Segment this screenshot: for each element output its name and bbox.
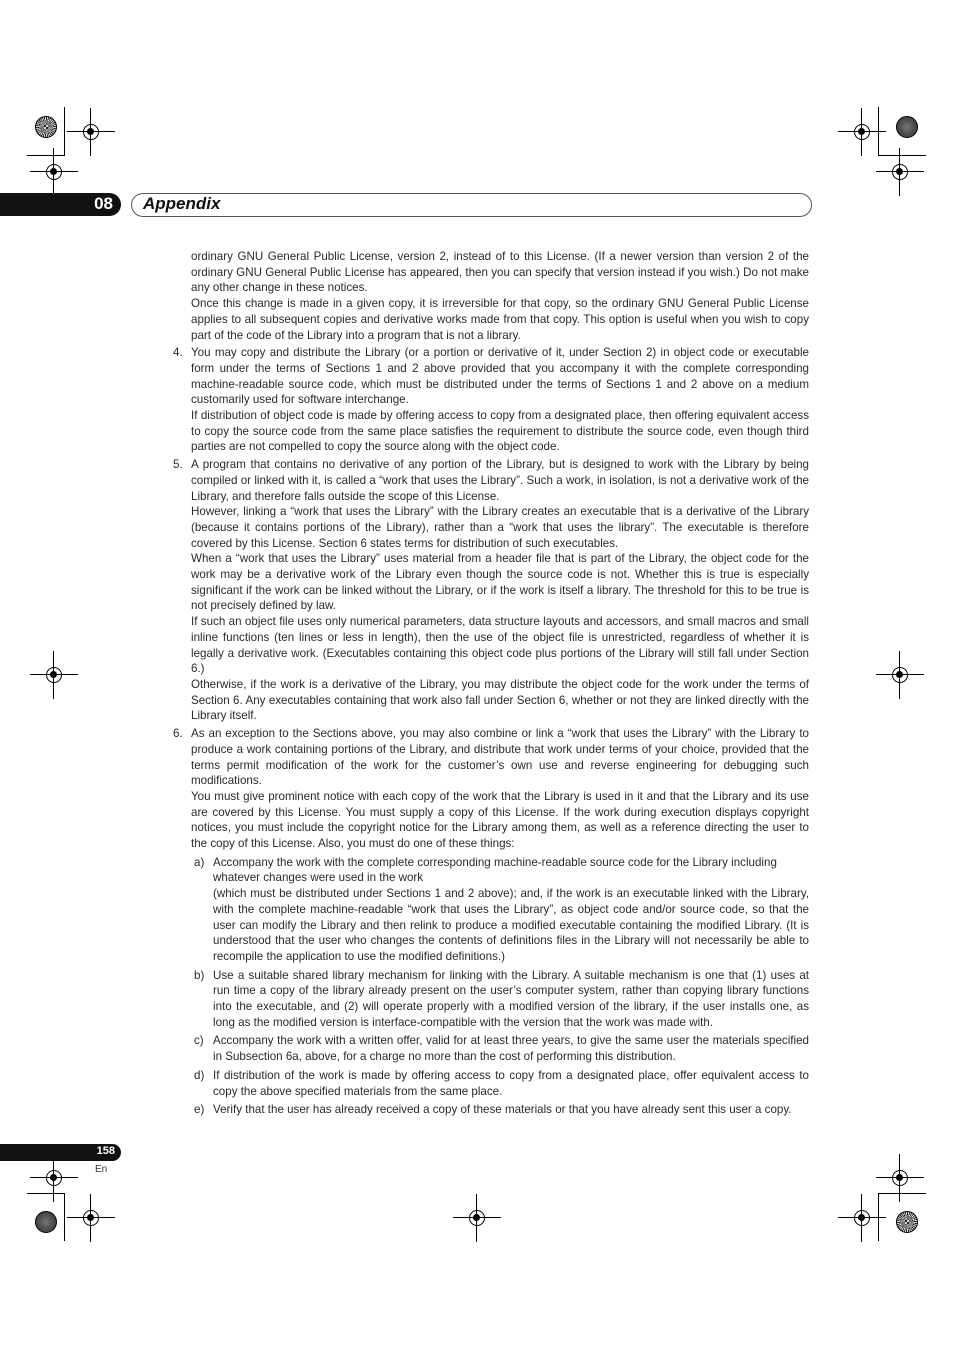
document-body bbox=[173, 249, 809, 1118]
chapter-badge bbox=[0, 193, 121, 216]
crop-mark bbox=[878, 1193, 926, 1194]
crosshair-registration-icon bbox=[888, 663, 912, 687]
paragraph: Otherwise, if the work is a derivative of the Library, you may distribute the object code for the work under the terms of Section 6. Any executables containing that work also fall under Section 6, whether or not they are linked directly with the Library itself. bbox=[191, 677, 809, 723]
sub-list-item bbox=[194, 1102, 809, 1118]
list-number: 4. bbox=[173, 346, 183, 360]
crop-mark bbox=[878, 155, 926, 156]
paragraph: Use a suitable shared library mechanism for linking with the Library. A suitable mechanism is one that (1) uses at run time a copy of the library already present on the user’s computer system, rather than copying library functions into the executable, and (2) will operate properly with a modified version of the library, if the user installs one, as long as the modified version is interface-compatible with the version that the work was made with. bbox=[213, 968, 809, 1029]
sub-list-letter: e) bbox=[194, 1103, 205, 1117]
crosshair-registration-icon bbox=[888, 1166, 912, 1190]
registration-disc-icon bbox=[896, 1211, 918, 1233]
crosshair-registration-icon bbox=[465, 1206, 489, 1230]
list-item bbox=[173, 726, 809, 1118]
crop-mark bbox=[27, 1193, 65, 1194]
chapter-number: 08 bbox=[94, 194, 113, 213]
list-number: 6. bbox=[173, 727, 183, 741]
crosshair-registration-icon bbox=[888, 160, 912, 184]
page-title: Appendix bbox=[143, 194, 221, 213]
paragraph: If such an object file uses only numerical parameters, data structure layouts and accessors, and small macros and small inline functions (ten lines or less in length), then the use of the object file is unrestricted, regardless of whether it is legally a derivative work. (Executables containing this object code plus portions of the Library will still fall under Section 6.) bbox=[191, 615, 809, 676]
registration-disc-icon bbox=[35, 116, 57, 138]
registration-disc-icon bbox=[896, 116, 918, 138]
paragraph: A program that contains no derivative of any portion of the Library, but is designed to work with the Library by being compiled or linked with it, is called a “work that uses the Library”. Such a work, in isolation, is not a derivative work of the Library, and therefore falls outside the scope of this License. bbox=[191, 458, 809, 503]
crosshair-registration-icon bbox=[850, 1206, 874, 1230]
paragraph: However, linking a “work that uses the Library” with the Library creates an executable that is a derivative of the Library (because it contains portions of the Library), rather than a “work that uses the library”. The executable is therefore covered by this License. Section 6 states terms for distribution of such executables. bbox=[191, 505, 809, 550]
sub-list-item bbox=[194, 1033, 809, 1064]
crosshair-registration-icon bbox=[42, 663, 66, 687]
sub-list-letter: d) bbox=[194, 1068, 205, 1082]
paragraph: You may copy and distribute the Library (or a portion or derivative of it, under Section 2) in object code or executable form under the terms of Sections 1 and 2 above provided that you accompany it with the complete corresponding machine-readable source code, which must be distributed under the terms of Sections 1 and 2 above on a medium customarily used for software interchange. bbox=[191, 346, 809, 407]
sub-list-item bbox=[194, 855, 809, 965]
crop-mark bbox=[64, 107, 65, 155]
paragraph: Accompany the work with the complete corresponding machine-readable source code for the Library including whatever changes were used in the work bbox=[213, 855, 777, 885]
sub-list-letter: a) bbox=[194, 855, 205, 869]
paragraph: You must give prominent notice with each copy of the work that the Library is used in it and that the Library and its use are covered by this License. You must supply a copy of this License. If the work during execution displays copyright notices, you must include the copyright notice for the Library among them, as well as a reference directing the user to the copy of this License. Also, you must do one of these things: bbox=[191, 789, 809, 851]
sub-list-letter: c) bbox=[194, 1034, 204, 1048]
crosshair-registration-icon bbox=[79, 120, 103, 144]
paragraph: Verify that the user has already received a copy of these materials or that you have already sent this user a copy. bbox=[213, 1103, 792, 1117]
paragraph: If distribution of object code is made by offering access to copy from a designated place, then offering equivalent access to copy the source code from the same place satisfies the requirement to distribute the source code, even though third parties are not compelled to copy the source along with the object code. bbox=[191, 409, 809, 454]
list-number: 5. bbox=[173, 458, 183, 472]
registration-disc-icon bbox=[35, 1211, 57, 1233]
crop-mark bbox=[878, 1193, 879, 1241]
page-number: 158 bbox=[96, 1145, 115, 1157]
page-number-badge bbox=[0, 1144, 121, 1161]
chapter-title-bar bbox=[131, 193, 812, 217]
list-item bbox=[173, 345, 809, 455]
crop-mark bbox=[878, 107, 879, 155]
sub-list-item bbox=[194, 968, 809, 1031]
list-item bbox=[173, 457, 809, 724]
sub-list-item bbox=[194, 1068, 809, 1099]
crop-mark bbox=[64, 1193, 65, 1241]
paragraph: Once this change is made in a given copy, it is irreversible for that copy, so the ordinary GNU General Public License applies to all subsequent copies and derivative works made from that copy. This option is useful when you wish to copy part of the code of the Library into a program that is not a library. bbox=[191, 297, 809, 342]
crosshair-registration-icon bbox=[42, 1166, 66, 1190]
crop-mark bbox=[27, 155, 65, 156]
sub-list-letter: b) bbox=[194, 968, 205, 982]
paragraph: If distribution of the work is made by offering access to copy from a designated place, offer equivalent access to copy the above specified materials from the same place. bbox=[213, 1068, 809, 1098]
paragraph: ordinary GNU General Public License, version 2, instead of to this License. (If a newer version than version 2 of the ordinary GNU General Public License has appeared, then you can specify that version instead if you wish.) Do not make any other change in these notices. bbox=[191, 250, 809, 295]
paragraph: Accompany the work with a written offer, valid for at least three years, to give the same user the materials specified in Subsection 6a, above, for a charge no more than the cost of performing this distribution. bbox=[213, 1034, 809, 1064]
language-label: En bbox=[95, 1164, 108, 1175]
paragraph: As an exception to the Sections above, you may also combine or link a “work that uses the Library” with the Library to produce a work containing portions of the Library, and distribute that work under terms of your choice, provided that the terms permit modification of the work for the customer’s own use and reverse engineering for debugging such modifications. bbox=[191, 727, 809, 788]
crosshair-registration-icon bbox=[79, 1206, 103, 1230]
crosshair-registration-icon bbox=[850, 120, 874, 144]
paragraph: When a “work that uses the Library” uses material from a header file that is part of the Library, the object code for the work may be a derivative work of the Library even though the source code is not. Whether this is true is especially significant if the work can be linked without the Library, or if the work is itself a library. The threshold for this to be true is not precisely defined by law. bbox=[191, 552, 809, 613]
crosshair-registration-icon bbox=[42, 160, 66, 184]
paragraph: (which must be distributed under Sections 1 and 2 above); and, if the work is an executable linked with the Library, with the complete machine-readable “work that uses the Library”, as object code and/or source code, so that the user can modify the Library and then relink to produce a modified executable containing the modified Library. (It is understood that the user who changes the contents of definitions files in the Library will not necessarily be able to recompile the application to use the modified definitions.) bbox=[213, 887, 809, 963]
